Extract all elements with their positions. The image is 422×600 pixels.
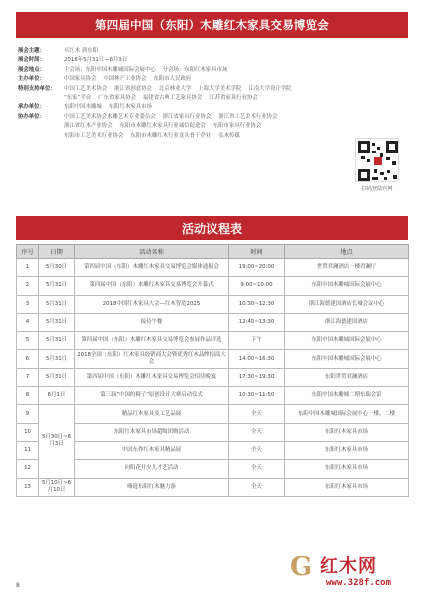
info-value: 中国家具协会	[64, 76, 97, 83]
info-label: 展会主题：	[18, 48, 45, 54]
qr-module	[384, 177, 387, 180]
cell-activity: 第四届中国（东阳）木雕红木家具交易博览会媒体通报会	[75, 259, 229, 277]
cell-no: 3	[17, 295, 39, 313]
qr-code-icon[interactable]	[355, 138, 399, 182]
info-line	[64, 132, 338, 141]
info-row	[18, 66, 338, 75]
info-value: 中国工艺美术协会木雕艺术专业委员会	[64, 113, 156, 120]
qr-module	[387, 170, 390, 173]
cell-no: 7	[17, 368, 39, 386]
info-value: 中国工艺美术协会	[64, 85, 108, 92]
cell-time: 下午	[229, 332, 285, 350]
qr-module	[380, 153, 383, 157]
info-line	[64, 94, 338, 103]
expo-title: 第四届中国（东阳）木雕红木家具交易博览会	[95, 18, 329, 32]
logo-url: www.328f.com	[326, 578, 392, 588]
cell-time: 14:00~16:30	[229, 350, 285, 368]
table-row	[17, 478, 409, 496]
qr-module	[374, 169, 377, 173]
cell-place: 东阳中国木雕城二期东瑞会馆	[285, 387, 409, 405]
cell-no: 1	[17, 259, 39, 277]
qr-module	[372, 151, 376, 153]
info-label: 特别支持单位：	[18, 85, 56, 92]
table-row	[17, 350, 409, 368]
info-label: 主办单位：	[18, 76, 45, 83]
cell-date: 5月31日	[39, 277, 75, 295]
info-label: 协办单位：	[18, 113, 45, 120]
expo-info-list	[18, 47, 338, 141]
table-row	[17, 295, 409, 313]
info-line	[64, 47, 338, 56]
cell-date: 5月31日	[39, 295, 75, 313]
info-value: 江苏省家具行业协会	[209, 95, 258, 102]
qr-module	[380, 172, 384, 175]
cell-activity: 第三届“中国的椅子”原创设计大赛启动仪式	[75, 387, 229, 405]
cell-date: 5月31日	[39, 313, 75, 331]
qr-code-block[interactable]	[350, 138, 404, 192]
info-value: 东阳市家具行业协会	[212, 123, 262, 130]
qr-logo-icon	[373, 156, 383, 166]
cell-activity: 第四届中国（东阳）木雕红木家具交易博览会招待晚宴	[75, 368, 229, 386]
cell-time: 全天	[229, 423, 285, 441]
info-value: 福建省古典工艺家具协会	[142, 95, 203, 102]
hongmu-logo	[290, 550, 410, 594]
qr-module	[392, 161, 396, 165]
cell-activity: 嗨逛东阳红木魅力游	[75, 478, 229, 496]
info-value: 浙江省红木产业协会	[64, 123, 113, 130]
info-row	[18, 103, 338, 112]
qr-module	[358, 169, 370, 181]
info-value: 浙江省工艺美术行业协会	[218, 113, 278, 120]
cell-activity: 中国东作红木家具精品展	[75, 441, 229, 459]
qr-module	[372, 177, 378, 180]
cell-activity: 第四届中国（东阳）木雕红木家具交易博览会开幕式	[75, 277, 229, 295]
cell-no: 10	[17, 423, 39, 441]
cell-no: 9	[17, 405, 39, 423]
cell-place: 东阳中国木雕城国际会展中心	[285, 332, 409, 350]
cell-place: 浙江海德建国酒店	[285, 313, 409, 331]
info-row	[18, 56, 338, 65]
cell-no: 8	[17, 387, 39, 405]
cell-place: 世贸君澜酒店一楼君澜厅	[285, 259, 409, 277]
table-row	[17, 387, 409, 405]
table-row	[17, 368, 409, 386]
qr-module	[393, 175, 397, 179]
schedule-table	[16, 244, 409, 497]
info-line	[64, 66, 338, 75]
info-value: 东阳红木家具市场	[108, 104, 152, 111]
cell-time: 19:00~20:00	[229, 259, 285, 277]
cell-date: 5月30日~6月3日	[39, 405, 75, 478]
cell-time: 12:40~13:30	[229, 313, 285, 331]
info-value: 北京林业大学	[158, 85, 192, 92]
qr-module	[377, 147, 380, 150]
cell-place: 浙江海德建国酒店长城会议中心	[285, 295, 409, 313]
cell-date: 5月31日	[39, 332, 75, 350]
cell-no: 6	[17, 350, 39, 368]
cell-time: 10:30~11:50	[229, 387, 285, 405]
info-value: 浙江省家具行业协会	[162, 113, 212, 120]
cell-activity: 2018全国（东阳）红木家具经销商大会暨优秀红木品牌招商大会	[75, 350, 229, 368]
qr-module	[372, 143, 375, 146]
schedule-title: 活动议程表	[181, 221, 242, 236]
cell-time: 10:30~12:30	[229, 295, 285, 313]
schedule-title-bar	[16, 216, 408, 240]
schedule-header-row	[17, 245, 409, 259]
info-value: 东阳市人民政府	[153, 76, 192, 83]
header-place: 地点	[285, 245, 409, 259]
cell-no: 13	[17, 478, 39, 496]
cell-no: 12	[17, 460, 39, 478]
info-row	[18, 85, 338, 104]
info-line	[64, 113, 338, 122]
table-row	[17, 332, 409, 350]
qr-module	[386, 141, 398, 153]
info-line	[64, 85, 338, 94]
cell-activity: 2018中国红木家具大会—红木智造2025	[75, 295, 229, 313]
cell-date: 5月31日	[39, 350, 75, 368]
info-value: 东阳市工艺美术行业协会	[64, 132, 124, 139]
info-line	[64, 56, 338, 65]
cell-activity: 第四届中国（东阳）木雕红木家具交易博览会参展作品评选	[75, 332, 229, 350]
expo-title-banner	[16, 12, 408, 38]
cell-activity: 向阳花开少儿才艺活动	[75, 460, 229, 478]
cell-place: 东阳世贸君澜酒店	[285, 368, 409, 386]
info-label: 展会时间：	[18, 57, 45, 64]
cell-activity: 接待午餐	[75, 313, 229, 331]
cell-place: 东阳红木家具市场	[285, 460, 409, 478]
info-value: 分会场：东阳红木家具市场	[162, 66, 228, 73]
cell-activity: 东阳红木家具市场超级团购活动	[75, 423, 229, 441]
qr-caption: 扫码登陆官网	[361, 186, 393, 192]
info-row	[18, 47, 338, 56]
table-row	[17, 423, 409, 441]
info-value: “东家”平台	[64, 95, 92, 102]
info-value: 中国林产工业协会	[103, 76, 147, 83]
header-activity: 活动名称	[75, 245, 229, 259]
qr-module	[358, 141, 370, 153]
info-value: 2018年5月31日—6月3日	[64, 57, 128, 64]
table-row	[17, 405, 409, 423]
logo-mark-icon: G	[290, 552, 313, 582]
info-value: 广东省家具协会	[98, 95, 136, 102]
cell-place: 东阳中国木雕城国际会展中心	[285, 277, 409, 295]
qr-module	[367, 159, 370, 162]
table-row	[17, 313, 409, 331]
table-row	[17, 460, 409, 478]
table-row	[17, 441, 409, 459]
cell-time: 全天	[229, 405, 285, 423]
info-value: 弘木传媒	[218, 132, 240, 139]
info-value: 浙江省创意协会	[114, 85, 152, 92]
table-row	[17, 277, 409, 295]
info-row	[18, 75, 338, 84]
page-number: 8	[16, 582, 20, 589]
info-value: 主会场：东阳中国木雕城国际会展中心	[64, 66, 156, 73]
info-line	[64, 103, 338, 112]
info-label: 承办单位：	[18, 104, 45, 111]
info-label: 展会地点：	[18, 66, 45, 73]
cell-date: 5月31日	[39, 368, 75, 386]
header-time: 时间	[229, 245, 285, 259]
cell-time: 17:30~19:30	[229, 368, 285, 386]
info-value: 上海大学美术学院	[198, 85, 242, 92]
header-no: 序号	[17, 245, 39, 259]
info-value: 买红木 到东阳	[64, 48, 99, 54]
cell-place: 东阳红木家具市场	[285, 478, 409, 496]
cell-activity: 精品红木家具及工艺品展	[75, 405, 229, 423]
table-row	[17, 259, 409, 277]
info-row	[18, 113, 338, 141]
qr-module	[386, 157, 390, 160]
info-value: 东阳市木雕红木家具行业诚信促进会	[119, 123, 206, 130]
cell-place: 东阳红木家具市场	[285, 423, 409, 441]
info-value: 东阳中国木雕城	[64, 104, 102, 111]
qr-module	[361, 156, 365, 159]
info-value: 江南大学设计学院	[248, 85, 292, 92]
cell-place: 东阳中国木雕城国际会展中心	[285, 350, 409, 368]
logo-text: 红木网	[320, 556, 377, 577]
cell-no: 4	[17, 313, 39, 331]
cell-time: 全天	[229, 478, 285, 496]
info-line	[64, 122, 338, 131]
cell-date: 5月30日	[39, 259, 75, 277]
cell-date: 5月10日~6月10日	[39, 478, 75, 496]
info-value: 东阳市木雕红木行业龙头骨干企业	[130, 132, 212, 139]
cell-place: 东阳中国木雕城国际会展中心一楼、二楼	[285, 405, 409, 423]
cell-place: 东阳红木家具市场	[285, 441, 409, 459]
cell-date: 6月1日	[39, 387, 75, 405]
cell-no: 2	[17, 277, 39, 295]
cell-no: 11	[17, 441, 39, 459]
header-date: 日期	[39, 245, 75, 259]
cell-time: 全天	[229, 460, 285, 478]
cell-no: 5	[17, 332, 39, 350]
info-line	[64, 75, 338, 84]
cell-time: 全天	[229, 441, 285, 459]
cell-time: 9:00~10:00	[229, 277, 285, 295]
